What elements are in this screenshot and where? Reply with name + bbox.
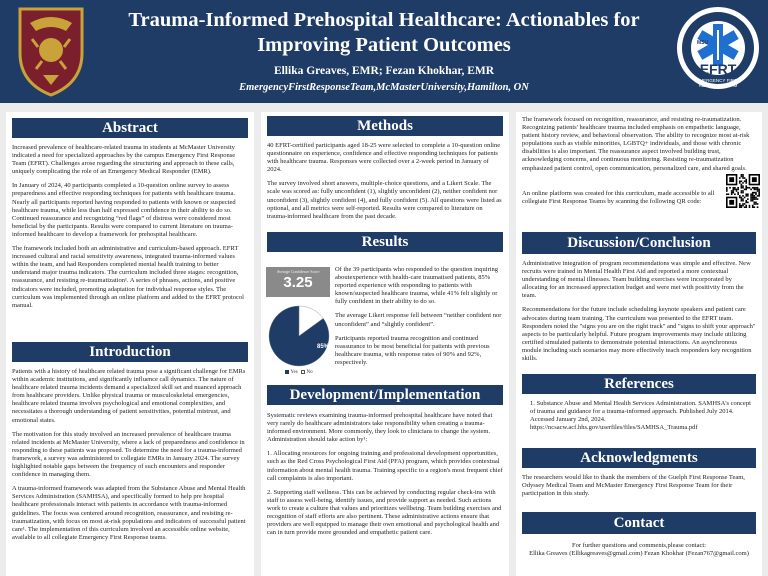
results-paragraph-3: Participants reported trauma recognition and continued reassurance to be most beneficial for patients with previous healthcare trauma, with response rates of 90% and 92%, respectively.	[335, 334, 490, 366]
poster-authors: Ellika Greaves, EMR; Fezan Khokhar, EMR	[273, 65, 495, 77]
introduction-paragraph-1: Patients with a history of healthcare related trauma pose a significant challenge for EMRs within academic institutions, and significantly influence call dynamics. The nature of healthcare related trauma incidents demand a specialized skill set and nuanced approach from healthcare providers. Unlike physical trauma or musculoskeletal emergencies, healthcare related trauma involves psychological and emotional complexities, and necessitates a thorough understanding of patient sensitivities, potential mistrust, and emotional states.	[12, 368, 246, 424]
abstract-paragraph-3: The framework included both an administrative and curriculum-based approach. EFRT increased cultural and racial sensitivity awareness, integrated trauma-informed values within the team, and had Responders completed mental health training to better understand major trauma indicators. The curriculum included three stages: recognition, reassurance, and resisting re-traumatization¹. A series of phrases, actions, and positive indicators were included, promoting adaptation for individual response styles. The curriculum was implemented through an online platform and added to the EFRT protocol manual.	[12, 245, 244, 309]
framework-qr-text	[522, 190, 722, 212]
average-confidence-value: 3.25	[283, 274, 313, 291]
references-heading: References	[522, 374, 756, 394]
framework-paragraph-2: An online platform was created for this curriculum, made accessible to all collegiate First Response Teams by scanning the following QR code:	[522, 190, 715, 206]
mcmaster-crest-logo	[16, 5, 86, 97]
acknowledgments-heading: Acknowledgments	[522, 448, 756, 468]
reference-item-1: 1. Substance Abuse and Mental Health Services Administration. SAMHSA's concept of trauma and guidance for a trauma-informed approach. Published July 2014. Accessed January 2nd, 2024. https://ncsacw.acf.hhs.gov/userfiles/files/SAMHSA_Trauma.pdf	[530, 400, 751, 432]
efrt-logo-sub2: RESPONSE TEAM	[698, 83, 738, 88]
pie-legend	[267, 370, 331, 375]
average-confidence-box	[266, 267, 330, 297]
development-paragraph-3: 2. Supporting staff wellness. This can be achieved by conducting regular check-ins with staff to assess well-being, identify issues, and provide support as needed. Such actions work to create a culture that values and prioritizes wellbeing. Team building exercises and recognition of staff efforts are also pertinent. These administrative actions ensure that providers are well equipped to manage their own emotional and psychological health and can in turn provide more grounded and empathetic patient care.	[267, 488, 502, 537]
results-paragraph-2: The average Likert response fell between “neither confident nor unconfident” and “slightly confident”.	[335, 312, 502, 328]
framework-paragraph-1: The framework focused on recognition, reassurance, and resisting re-traumatization. Recognizing patients' healthcare trauma included emphasis on empathetic language, patient history review, and behavioral observation. The ability to recognize most at-risk populations such as visible minorities, LGBTQ+ individuals, and those with chronic disabilities is also important. The reassurance aspect involved building trust, acknowledging concerns, and continuous monitoring. Resisting re-traumatization emphasized patient control, open communication, personalized care, and shared goals.	[522, 116, 750, 172]
development-text	[267, 412, 503, 543]
poster-affiliation: EmergencyFirstResponseTeam,McMasterUniversity,Hamilton, ON	[239, 82, 529, 93]
column-left	[6, 112, 254, 576]
curriculum-qr-code[interactable]	[726, 174, 760, 208]
efrt-logo-sub1: EMERGENCY FIRST	[696, 78, 740, 83]
development-paragraph-1: Systematic reviews examining trauma-informed prehospital healthcare have noted that very rarely do healthcare administrators take responsibility when creating a trauma-informed environment. More commonly, they look to clinicians to change the system. Administration should take action by¹:	[267, 412, 493, 444]
abstract-heading: Abstract	[12, 118, 248, 138]
discussion-text	[522, 260, 756, 369]
framework-text	[522, 116, 756, 179]
development-heading: Development/Implementation	[267, 385, 503, 405]
pie-data-label: 85%	[317, 344, 330, 350]
introduction-text	[12, 368, 248, 548]
results-heading: Results	[267, 232, 503, 252]
efrt-logo-text: EFRT	[699, 61, 737, 77]
average-confidence-label: Average Confidence Score	[276, 269, 320, 274]
methods-paragraph-2: The survey involved short answers, multiple-choice questions, and a Likert Scale. The scale was scored as: fully unconfident (1), slightly unconfident (2), neither confident nor unconfident (3), slightly confident (4), and fully confident (5). All questions were listed as optional, and all metrics were self-reported. Results were compared to literature on trauma-informed healthcare from the past decade.	[267, 180, 502, 220]
methods-text	[267, 142, 503, 227]
efrt-logo-msu: MSU	[697, 40, 709, 46]
introduction-paragraph-2: The motivation for this study involved an increased prevalence of healthcare trauma related incidents at McMaster University, where a lack of preparedness and confidence in responding to these patients was proposed. To determine the need for a trauma-informed framework, a survey was administered to collegiate EMRs in January 2024. The survey highlighted notable gaps between the frequency of such encounters and responder confidence in managing them.	[12, 430, 245, 479]
abstract-text	[12, 144, 248, 316]
abstract-paragraph-1: Increased prevalence of healthcare-related trauma in students at McMaster University indicated a need for specialized approaches by the campus Emergency First Response Team (EFRT). Challenges arose regarding the structuring and approach to these calls, uniquely complicating the role of an Emergency Medical Responder (EMR).	[12, 144, 236, 176]
column-middle	[261, 112, 509, 576]
results-paragraph-1: Of the 39 participants who responded to the question inquiring aboutexperience with health-care traumatised patients, 85% reported experience with responding to patients with known/suspected healthcare trauma, while 41% felt slightly or fully confident in their ability to do so.	[335, 266, 499, 306]
efrt-logo	[676, 2, 760, 100]
contact-line-1: For further questions and comments,please contact:	[572, 542, 706, 549]
acknowledgments-paragraph: The researchers would like to thank the members of the Guelph First Response Team, Odyssey Medical Team and McMaster Emergency First Response Team for their participation in this study.	[522, 474, 745, 498]
legend-label-yes: Yes	[290, 370, 298, 376]
introduction-heading: Introduction	[12, 342, 248, 362]
legend-label-no: No	[306, 370, 313, 376]
discussion-paragraph-1: Administrative integration of program recommendations was simple and effective. New recruits were trained in Mental Health First Aid and reported a more contextual understanding of mental illnesses. Team building exercises were incorporated by allocating for an increased appreciation budget and were met with positivity from the team.	[522, 260, 751, 300]
abstract-paragraph-2: In January of 2024, 40 participants completed a 10-question online survey to assess preparedness and effective responding techniques for patients with healthcare trauma. Nearly all participants reported having responded to patients with known or suspected healthcare trauma, while less than half expressed confidence in their ability to do so. Continued reassurance and recognizing “red flags” of distress were considered most beneficial by the participants. Results were compared to current literature on trauma-informed healthcare to develop a framework for prehospital healthcare.	[12, 182, 236, 238]
development-paragraph-2: 1. Allocating resources for ongoing training and professional development opportunities, such as the Red Cross Psychological First Aid (PFA) program, which provides contextual information about mental health trauma. Training specific to a region's most frequent chief call complaints is also important.	[267, 450, 503, 482]
methods-paragraph-1: 40 EFRT-certified participants aged 18-25 were selected to complete a 10-question online questionnaire on experience, confidence and effective responding techniques for patients with healthcare trauma. Responses were collected over a 2-week period in January of 2024.	[267, 142, 501, 174]
legend-swatch-no	[301, 370, 305, 374]
contact-text	[522, 542, 756, 558]
references-text	[530, 400, 756, 438]
contact-line-2: Ellika Greaves (Ellikagreaves@gmail.com) Fezan Khokhar (Fezan767@gmail.com)	[529, 550, 749, 558]
contact-heading: Contact	[522, 512, 756, 534]
poster-header	[0, 0, 768, 103]
introduction-paragraph-3: A trauma-informed framework was adapted from the Substance Abuse and Mental Health Services Administration (SAMHSA), and specifically formed to help pre hospital healthcare professionals interact with patients in accordance with trauma-informed guidelines. The focus was centered around recognition, reassurance, and resisting re-traumatization, with focus on most at-risk populations and indicators of successful patient care¹. The implementation of this curriculum involved an accessible online website, available to all collegiate Emergency First Response teams.	[12, 485, 246, 541]
legend-swatch-yes	[285, 370, 289, 374]
column-right	[516, 112, 762, 576]
methods-heading: Methods	[267, 116, 503, 136]
results-text	[335, 266, 503, 373]
poster-title: Trauma-Informed Prehospital Healthcare: Actionables for Improving Patient Outcomes	[128, 9, 640, 56]
experience-pie-chart	[267, 304, 331, 368]
discussion-heading: Discussion/Conclusion	[522, 232, 756, 254]
discussion-paragraph-2: Recommendations for the future include scheduling keynote speakers and patient care advocates during team training. The curriculum was presented to the EFRT team. Responders noted the "signs you are on the right track" and "signs to shift your approach" aspects to be particularly helpful. Future program improvements may include utilizing certified simulated patients to demonstrate potential interactions. An asynchronous module including such scenarios may more effectively teach responders key recognition skills.	[522, 306, 756, 363]
acknowledgments-text	[522, 474, 756, 504]
